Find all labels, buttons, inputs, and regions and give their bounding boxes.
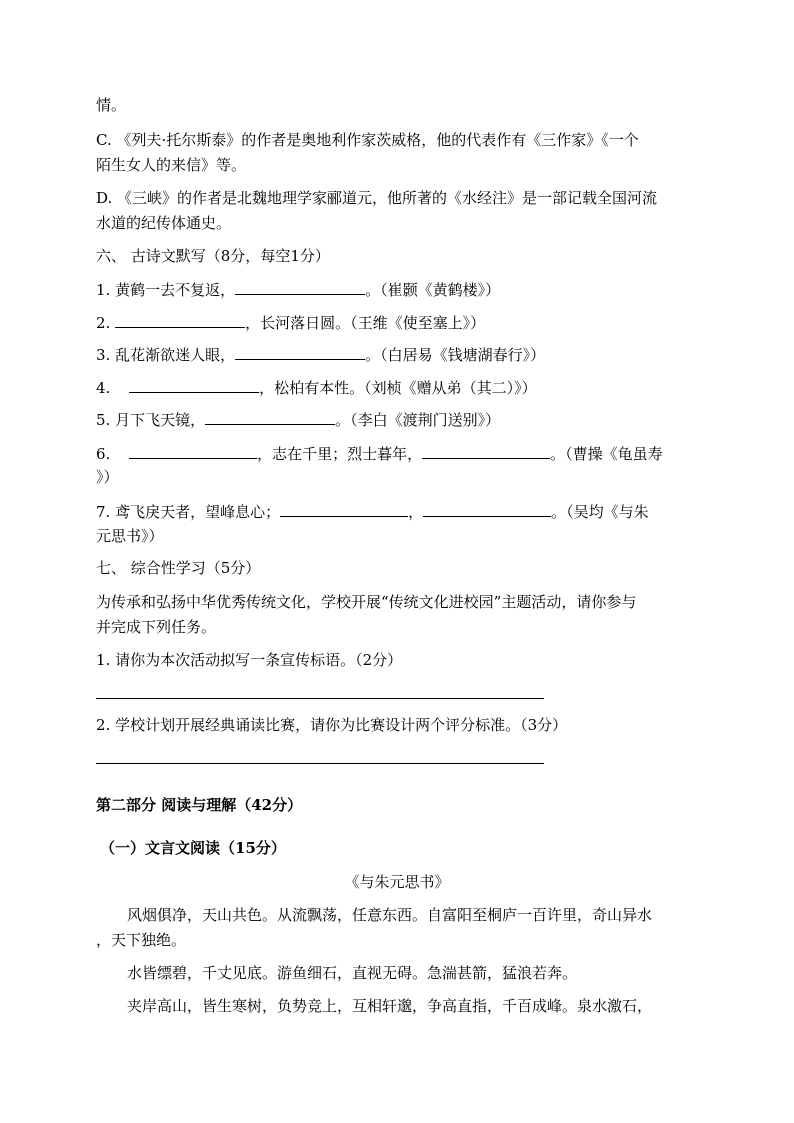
passage-title: 《与朱元思书》 bbox=[344, 873, 450, 891]
question-2 bbox=[96, 312, 485, 333]
answer-blank[interactable] bbox=[129, 443, 257, 459]
answer-blank[interactable] bbox=[423, 501, 551, 517]
question-7 bbox=[96, 501, 649, 522]
task-1: 1. 请你为本次活动拟写一条宣传标语。（2分） bbox=[96, 651, 403, 669]
question-text: ，松柏有本性。（刘桢《赠从弟（其二）》） bbox=[259, 379, 537, 397]
answer-blank[interactable] bbox=[280, 501, 408, 517]
passage-line: ，天下独绝。 bbox=[96, 931, 187, 949]
option-d-line: D. 《三峡》的作者是北魏地理学家郦道元，他所著的《水经注》是一部记载全国河流 bbox=[96, 189, 658, 207]
option-c-line: C. 《列夫·托尔斯泰》的作者是奥地利作家茨威格，他的代表作有《三作家》《一个 bbox=[96, 131, 639, 149]
question-3 bbox=[96, 344, 545, 365]
question-text: 5. 月下飞天镜， bbox=[96, 411, 206, 429]
answer-line-2[interactable] bbox=[96, 763, 544, 764]
section-seven-intro-2: 并完成下列任务。 bbox=[96, 618, 217, 636]
question-text: 。（吴均《与朱 bbox=[551, 503, 649, 521]
question-7-line-2: 元思书》） bbox=[96, 527, 164, 545]
part-two-heading: 第二部分 阅读与理解（42分） bbox=[96, 796, 303, 814]
answer-blank[interactable] bbox=[235, 279, 365, 295]
answer-blank[interactable] bbox=[422, 443, 550, 459]
question-text: ，志在千里；烈士暮年， bbox=[257, 445, 423, 463]
answer-blank[interactable] bbox=[115, 312, 245, 328]
question-text: ，长河落日圆。（王维《使至塞上》） bbox=[245, 314, 486, 332]
section-seven-intro: 为传承和弘扬中华优秀传统文化，学校开展“传统文化进校园”主题活动，请你参与 bbox=[96, 593, 637, 611]
answer-line-1[interactable] bbox=[96, 698, 544, 699]
answer-blank[interactable] bbox=[235, 344, 365, 360]
task-2: 2. 学校计划开展经典诵读比赛，请你为比赛设计两个评分标准。（3分） bbox=[96, 716, 568, 734]
question-text: ， bbox=[408, 503, 424, 521]
question-5 bbox=[96, 409, 500, 430]
question-text: 。（白居易《钱塘湖春行》） bbox=[365, 346, 546, 364]
question-text: 。（曹操《龟虽寿 bbox=[550, 445, 663, 463]
question-text: 。（李白《渡荆门送别》） bbox=[335, 411, 501, 429]
question-text: 3. 乱花渐欲迷人眼， bbox=[96, 346, 236, 364]
classical-reading-heading: （一）文言文阅读（15分） bbox=[100, 839, 286, 857]
answer-blank[interactable] bbox=[205, 409, 335, 425]
question-6 bbox=[96, 443, 663, 464]
question-text: 1. 黄鹤一去不复返， bbox=[96, 281, 236, 299]
question-text: 2. bbox=[96, 314, 116, 332]
question-4 bbox=[96, 377, 537, 398]
text-line: 情。 bbox=[96, 96, 127, 114]
passage-line: 水皆缥碧，千丈见底。游鱼细石，直视无碍。急湍甚箭，猛浪若奔。 bbox=[127, 964, 578, 982]
passage-line: 风烟俱净，天山共色。从流飘荡，任意东西。自富阳至桐庐一百许里，奇山异水 bbox=[127, 906, 653, 924]
question-text: 6. bbox=[96, 445, 116, 463]
question-6-line-2: 》） bbox=[96, 468, 119, 486]
question-text: 4. bbox=[96, 379, 116, 397]
question-text: 7. 鸢飞戾天者，望峰息心； bbox=[96, 503, 281, 521]
passage-line: 夹岸高山，皆生寒树，负势竞上，互相轩邈，争高直指，千百成峰。泉水激石， bbox=[127, 997, 653, 1015]
section-six-heading: 六、 古诗文默写（8分，每空1分） bbox=[96, 247, 330, 265]
answer-blank[interactable] bbox=[129, 377, 259, 393]
question-1 bbox=[96, 279, 500, 300]
option-d-line-2: 水道的纪传体通史。 bbox=[96, 214, 232, 232]
question-text: 。（崔颢《黄鹤楼》） bbox=[365, 281, 501, 299]
option-c-line-2: 陌生女人的来信》等。 bbox=[96, 156, 247, 174]
section-seven-heading: 七、 综合性学习（5分） bbox=[96, 559, 261, 577]
